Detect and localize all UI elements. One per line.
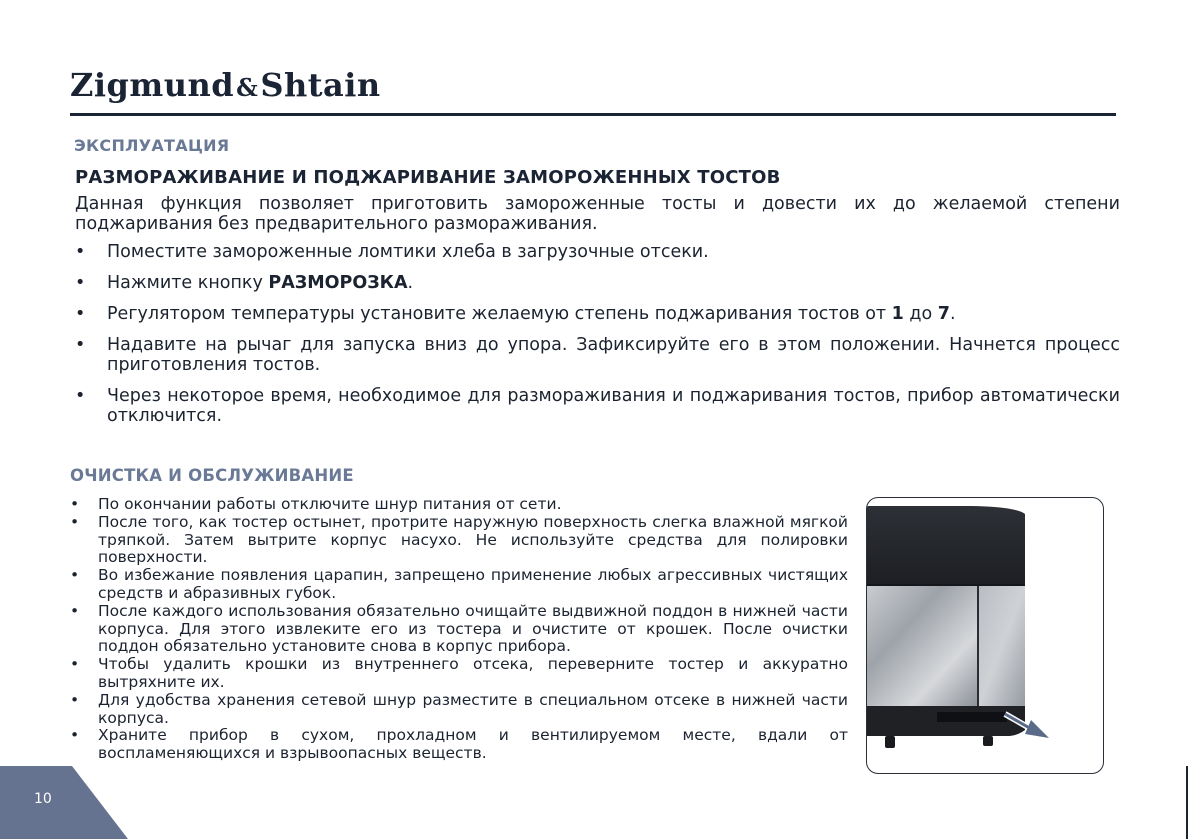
page-heading: РАЗМОРАЖИВАНИЕ И ПОДЖАРИВАНИЕ ЗАМОРОЖЕННЫХ ТОСТОВ	[75, 167, 781, 188]
bullet: •	[70, 601, 80, 620]
bullet: •	[70, 495, 80, 513]
list-item	[70, 656, 848, 692]
list-item	[70, 514, 848, 567]
level-min: 1	[891, 304, 904, 324]
header-rule	[70, 113, 1116, 116]
list-item	[70, 603, 848, 656]
bullet: •	[70, 726, 80, 745]
list-item	[70, 727, 848, 763]
step-text: Через некоторое время, необходимое для размораживания и поджаривания тостов, прибор автоматически отключится.	[107, 386, 1120, 426]
care-text: После каждого использования обязательно очищайте выдвижной поддон в нижней части корпуса. Для этого извлеките его из тостера и очистите от крошек. После очистки поддон обязательно установите снова в корпус прибора.	[98, 601, 848, 656]
list-item	[70, 692, 848, 728]
list-item	[75, 304, 1120, 324]
steps-list	[75, 242, 1120, 437]
bullet: •	[75, 386, 86, 406]
care-text: Храните прибор в сухом, прохладном и вентилируемом месте, вдали от воспламеняющихся и взрывоопасных веществ.	[98, 726, 848, 763]
step-text: .	[407, 273, 414, 293]
bullet: •	[75, 304, 86, 324]
list-item	[75, 273, 1120, 293]
care-text: Для удобства хранения сетевой шнур разместите в специальном отсеке в нижней части корпуса.	[98, 690, 848, 727]
section-label: ЭКСПЛУАТАЦИЯ	[74, 136, 230, 155]
care-section-title: ОЧИСТКА И ОБСЛУЖИВАНИЕ	[70, 466, 354, 485]
bullet: •	[70, 655, 80, 674]
list-item	[75, 386, 1120, 426]
list-item	[75, 242, 1120, 262]
button-name-defrost: РАЗМОРОЗКА	[268, 273, 408, 293]
step-text: Регулятором температуры установите желаемую степень поджаривания тостов от	[107, 304, 892, 324]
step-text: Надавите на рычаг для запуска вниз до упора. Зафиксируйте его в этом положении. Начнется процесс приготовления тостов.	[107, 335, 1120, 375]
page-edge-line	[1186, 766, 1188, 839]
step-text: Поместите замороженные ломтики хлеба в загрузочные отсеки.	[107, 242, 709, 262]
bullet: •	[75, 273, 86, 293]
footer-corner	[0, 766, 128, 839]
level-max: 7	[937, 304, 950, 324]
page-number: 10	[34, 791, 52, 807]
step-text: до	[903, 304, 938, 324]
toaster-illustration	[867, 498, 1103, 773]
brand-name-left: Zigmund	[70, 66, 235, 104]
bullet: •	[70, 690, 80, 709]
list-item	[70, 496, 848, 514]
brand-name-right: Shtain	[260, 66, 381, 104]
step-text: .	[949, 304, 956, 324]
list-item	[75, 335, 1120, 375]
care-text: После того, как тостер остынет, протрите наружную поверхность слегка влажной мягкой тряпкой. Затем вытрите корпус насухо. Не используйте средства для полировки поверхности.	[98, 512, 848, 567]
toaster-figure	[866, 497, 1104, 774]
care-list	[70, 496, 848, 763]
bullet: •	[75, 242, 86, 262]
bullet: •	[70, 566, 80, 585]
bullet: •	[75, 335, 86, 355]
brand-ampersand: &	[236, 73, 259, 102]
step-text: Нажмите кнопку	[107, 273, 269, 293]
brand-logo	[70, 66, 381, 104]
bullet: •	[70, 512, 80, 531]
list-item	[70, 567, 848, 603]
care-text: Во избежание появления царапин, запрещено применение любых агрессивных чистящих средств и абразивных губок.	[98, 566, 848, 602]
care-text: По окончании работы отключите шнур питания от сети.	[98, 495, 562, 513]
intro-paragraph: Данная функция позволяет приготовить замороженные тосты и довести их до желаемой степени поджаривания без предварительного размораживания.	[75, 194, 1120, 234]
care-text: Чтобы удалить крошки из внутреннего отсека, переверните тостер и аккуратно вытряхните их.	[98, 655, 848, 691]
